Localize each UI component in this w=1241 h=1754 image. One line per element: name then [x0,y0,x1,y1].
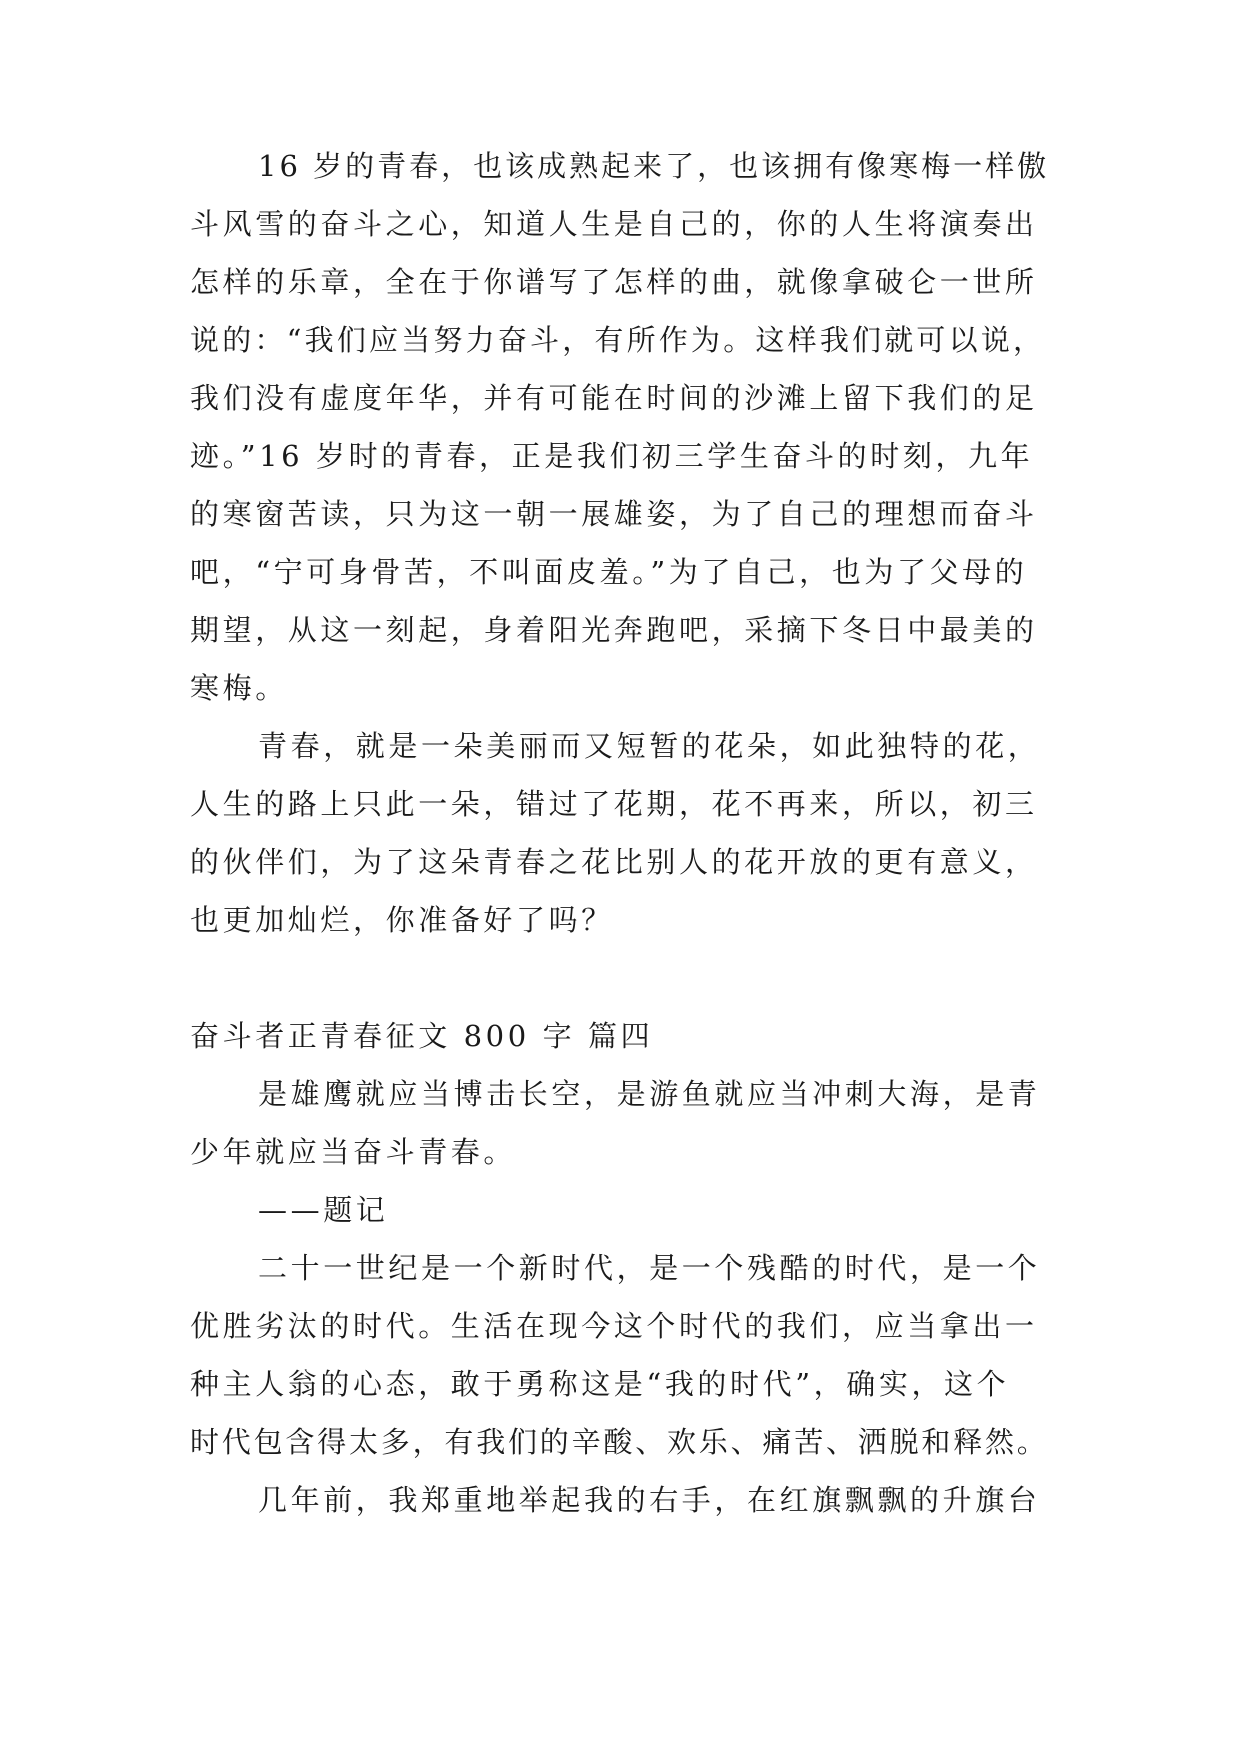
paragraph-line: 说的：“我们应当努力奋斗，有所作为。这样我们就可以说， [190,323,1046,357]
paragraph-line: 迹。”16 岁时的青春，正是我们初三学生奋斗的时刻，九年 [190,439,1034,473]
paragraph-line: 优胜劣汰的时代。生活在现今这个时代的我们，应当拿出一 [190,1309,1038,1343]
epigraph-note: ——题记 [258,1193,389,1227]
paragraph-line: 是雄鹰就应当博击长空，是游鱼就应当冲刺大海，是青 [258,1077,1041,1111]
paragraph-line: 16 岁的青春，也该成熟起来了，也该拥有像寒梅一样傲 [258,149,1050,183]
paragraph-line: 期望，从这一刻起，身着阳光奔跑吧，采摘下冬日中最美的 [190,613,1038,647]
paragraph-line: 种主人翁的心态，敢于勇称这是“我的时代”，确实，这个 [190,1367,1010,1401]
paragraph-line: 人生的路上只此一朵，错过了花期，花不再来，所以，初三 [190,787,1038,821]
paragraph-line: 寒梅。 [190,671,288,705]
paragraph-line: 少年就应当奋斗青春。 [190,1135,517,1169]
paragraph-line: 的伙伴们，为了这朵青春之花比别人的花开放的更有意义， [190,845,1038,879]
paragraph-line: 青春，就是一朵美丽而又短暂的花朵，如此独特的花， [258,729,1041,763]
section-heading: 奋斗者正青春征文 800 字 篇四 [190,1019,654,1053]
paragraph-line: 二十一世纪是一个新时代，是一个残酷的时代，是一个 [258,1251,1041,1285]
paragraph-line: 吧，“宁可身骨苦，不叫面皮羞。”为了自己，也为了父母的 [190,555,1028,589]
paragraph-line: 怎样的乐章，全在于你谱写了怎样的曲，就像拿破仑一世所 [190,265,1038,299]
paragraph-line: 我们没有虚度年华，并有可能在时间的沙滩上留下我们的足 [190,381,1038,415]
paragraph-line: 的寒窗苦读，只为这一朝一展雄姿，为了自己的理想而奋斗 [190,497,1038,531]
paragraph-line: 斗风雪的奋斗之心，知道人生是自己的，你的人生将演奏出 [190,207,1038,241]
paragraph-line: 几年前，我郑重地举起我的右手，在红旗飘飘的升旗台 [258,1483,1041,1517]
paragraph-line: 时代包含得太多，有我们的辛酸、欢乐、痛苦、洒脱和释然。 [190,1425,1049,1459]
paragraph-line: 也更加灿烂，你准备好了吗？ [190,903,614,937]
